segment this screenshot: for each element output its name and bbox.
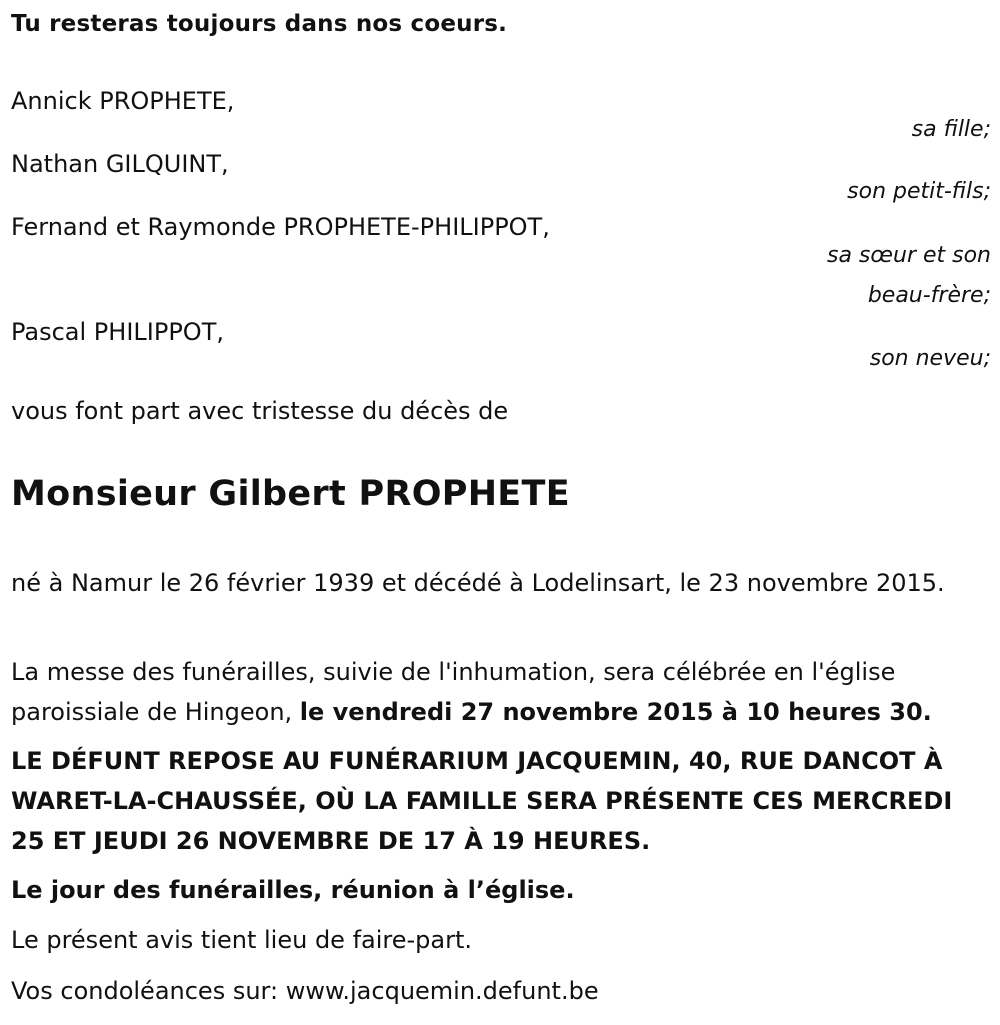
family-member-relation: son petit-fils;	[847, 179, 991, 204]
birth-death-text: né à Namur le 26 février 1939 et décédé à Lodelinsart, le 23 novembre 2015.	[11, 569, 945, 597]
funeral-text	[11, 652, 986, 732]
notice-text: Le présent avis tient lieu de faire-part.	[11, 926, 473, 954]
meeting-text: Le jour des funérailles, réunion à l’église.	[11, 876, 575, 904]
family-member-name: Nathan GILQUINT,	[11, 150, 229, 178]
family-member-name: Fernand et Raymonde PROPHETE-PHILIPPOT,	[11, 213, 550, 241]
funeral-date: le vendredi 27 novembre 2015 à 10 heures 30.	[299, 698, 932, 726]
family-member-relation-cont: beau-frère;	[867, 283, 991, 308]
family-member-relation: sa sœur et son	[826, 243, 991, 268]
family-member-relation: sa fille;	[911, 117, 991, 142]
intro-text: vous font part avec tristesse du décès de	[11, 397, 509, 425]
motto: Tu resteras toujours dans nos coeurs.	[11, 11, 508, 37]
family-member-name: Pascal PHILIPPOT,	[11, 318, 224, 346]
deceased-name: Monsieur Gilbert PROPHETE	[11, 474, 570, 514]
condolences-text: Vos condoléances sur: www.jacquemin.defunt.be	[11, 977, 599, 1005]
family-member-relation: son neveu;	[869, 346, 991, 371]
funeral-details: La messe des funérailles, suivie de l'inhumation, sera célébrée en l'église paroissiale de Hingeon,	[11, 658, 896, 726]
reposing-text: LE DÉFUNT REPOSE AU FUNÉRARIUM JACQUEMIN, 40, RUE DANCOT À WARET-LA-CHAUSSÉE, OÙ LA FAMILLE SERA PRÉSENTE CES MERCREDI 25 ET JEUDI 26 NOVEMBRE DE 17 À 19 HEURES.	[11, 747, 953, 855]
family-member-name: Annick PROPHETE,	[11, 87, 235, 115]
